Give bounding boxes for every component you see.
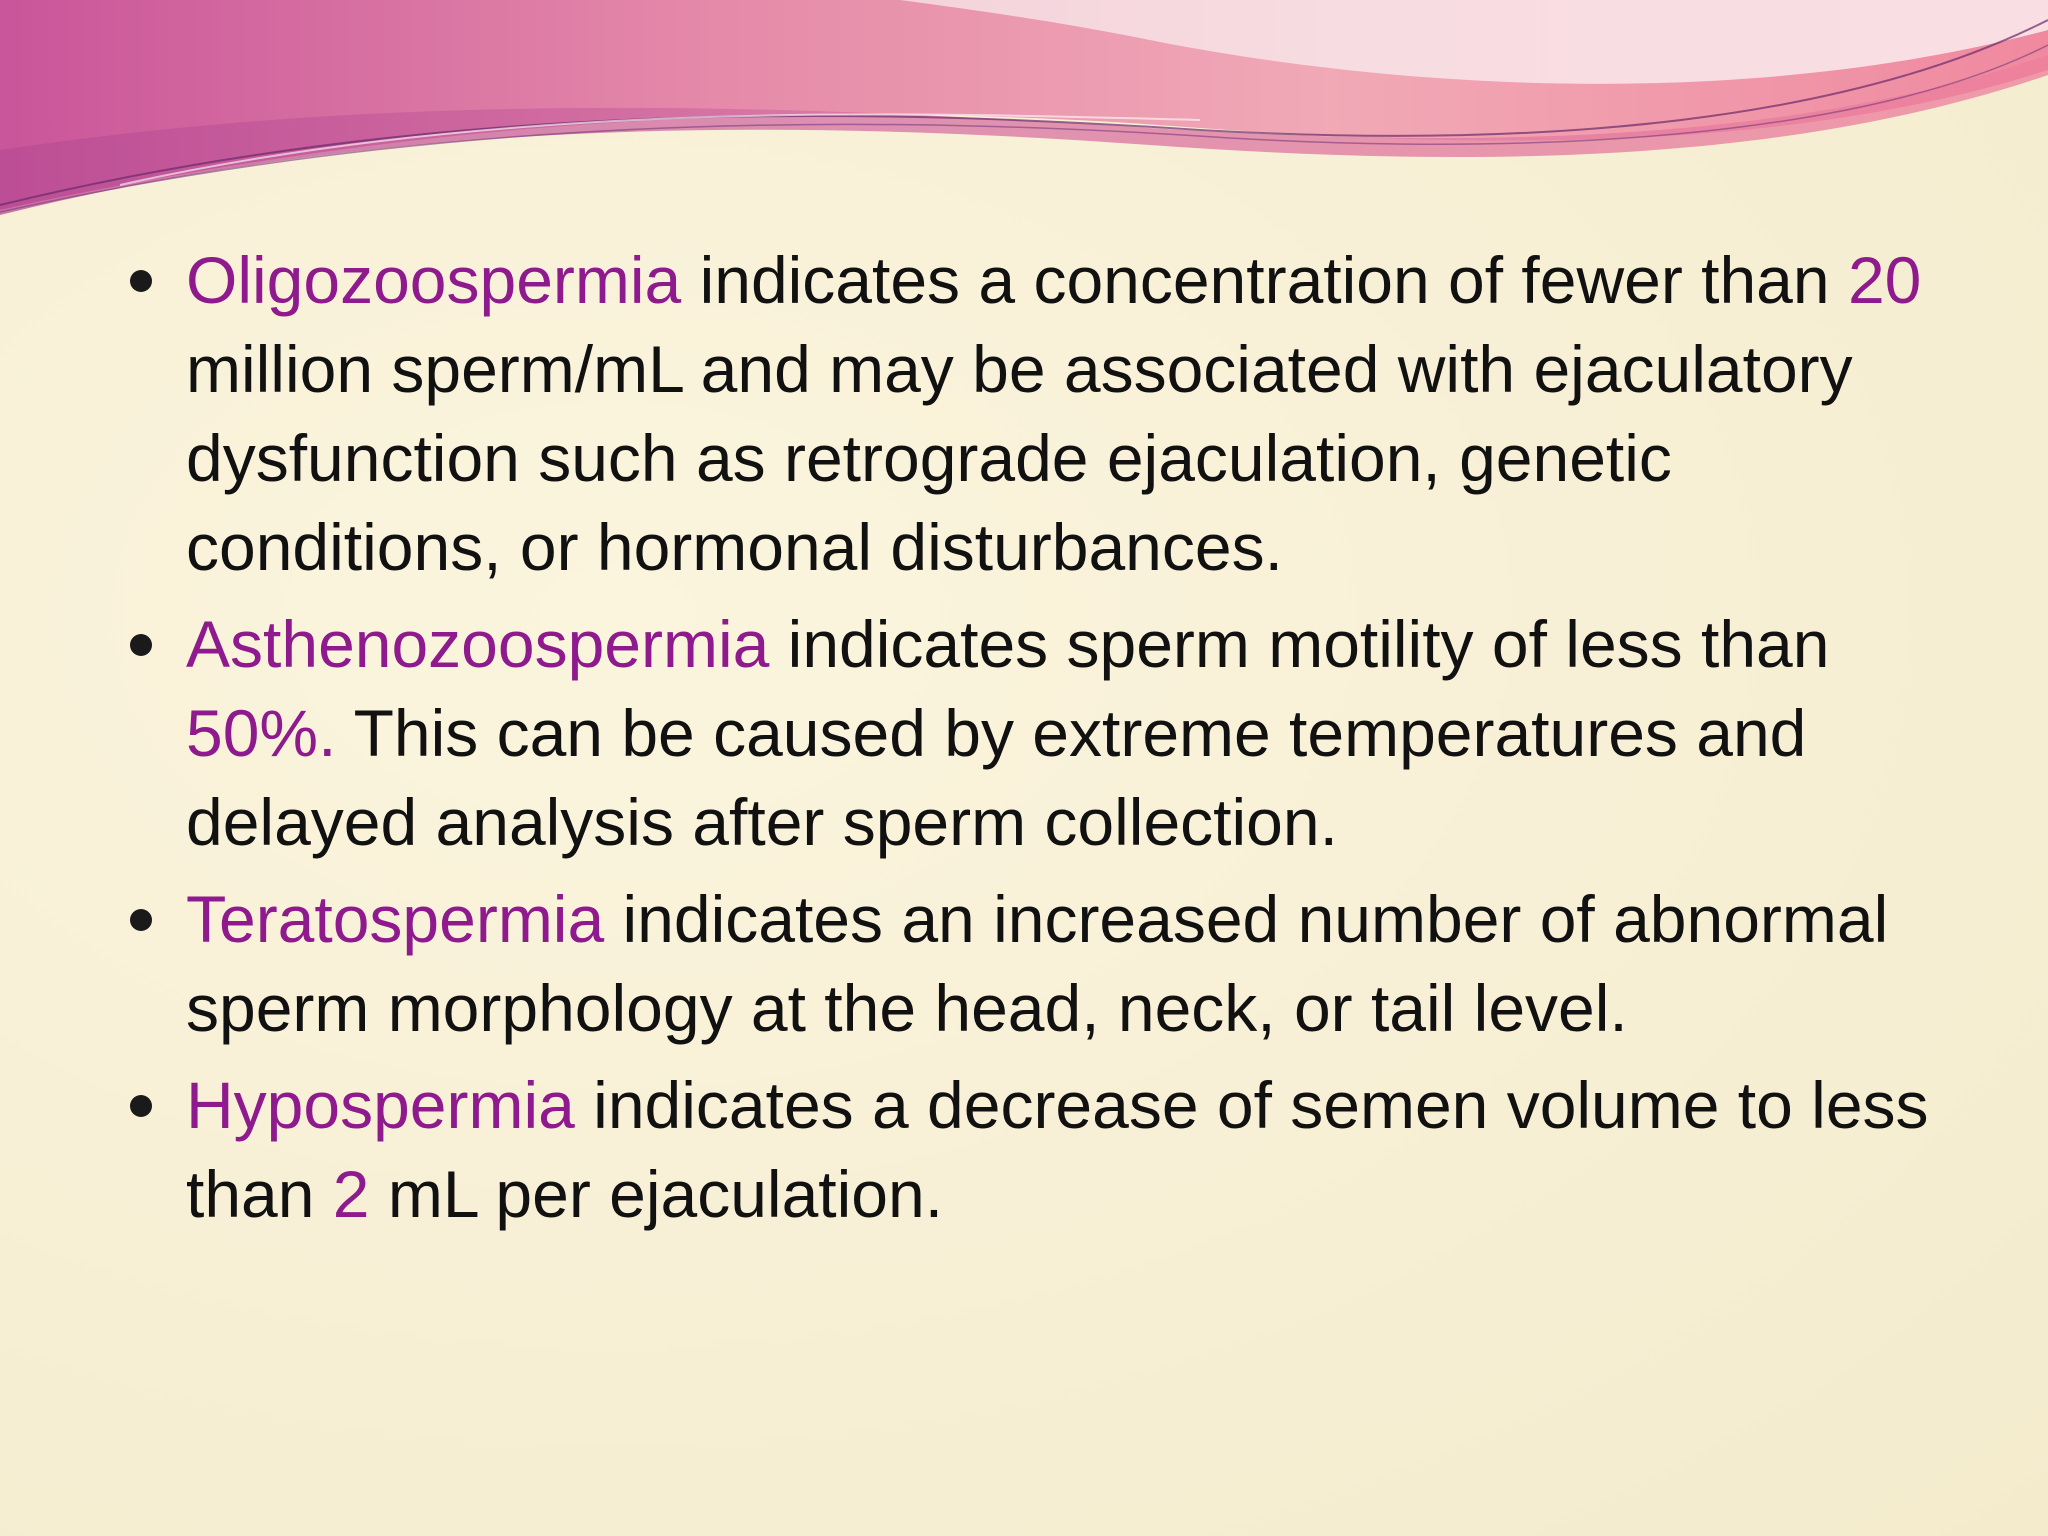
term-asthenozoospermia: Asthenozoospermia	[186, 607, 770, 681]
highlighted-number: 2	[332, 1157, 370, 1231]
bullet-dot-icon	[130, 634, 152, 656]
bullet-teratospermia	[130, 875, 1990, 1053]
bullet-oligozoospermia	[130, 236, 1990, 592]
term-hypospermia: Hypospermia	[186, 1068, 575, 1142]
bullet-dot-icon	[130, 909, 152, 931]
bullet-text: million sperm/mL and may be associated with ejaculatory dysfunction such as retrograde ejaculation, genetic conditions, or hormonal disturbances.	[186, 332, 1853, 584]
bullet-text: mL per ejaculation.	[369, 1157, 944, 1231]
bullet-text: indicates a decrease of semen volume to less than	[186, 1068, 1929, 1231]
bullet-dot-icon	[130, 270, 152, 292]
bullet-list	[130, 236, 1990, 1239]
bullet-asthenozoospermia	[130, 600, 1990, 867]
bullet-text: indicates an increased number of abnormal sperm morphology at the head, neck, or tail level.	[186, 882, 1889, 1045]
bullet-content	[130, 236, 1990, 1247]
term-teratospermia: Teratospermia	[186, 882, 605, 956]
term-oligozoospermia: Oligozoospermia	[186, 243, 682, 317]
decorative-wave-banner	[0, 0, 2048, 240]
highlighted-number: 20	[1847, 243, 1922, 317]
highlighted-number: 50%.	[186, 696, 337, 770]
bullet-dot-icon	[130, 1095, 152, 1117]
bullet-text: This can be caused by extreme temperatures and delayed analysis after sperm collection.	[186, 696, 1807, 859]
bullet-text: indicates sperm motility of less than	[769, 607, 1830, 681]
bullet-text: indicates a concentration of fewer than	[681, 243, 1848, 317]
bullet-hypospermia	[130, 1061, 1990, 1239]
